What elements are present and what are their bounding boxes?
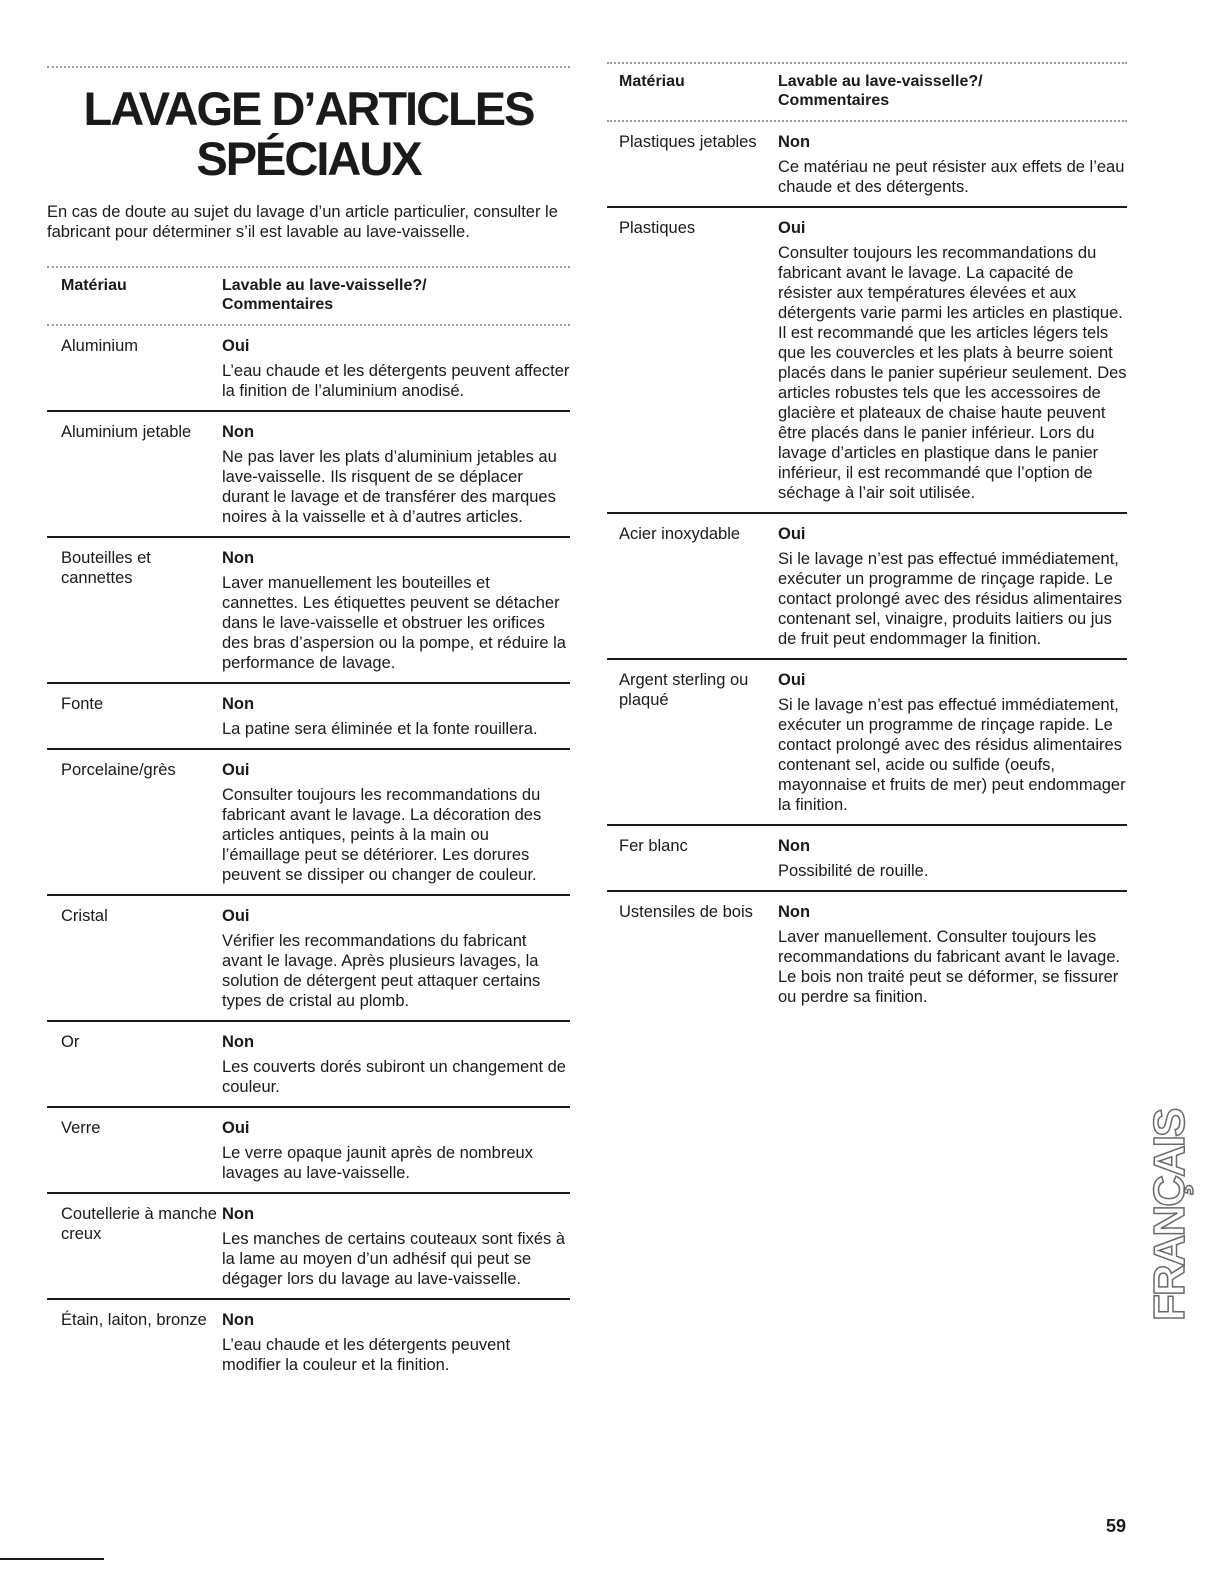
comment-cell [778, 670, 1127, 815]
comment-cell [778, 902, 1127, 1007]
table-row [47, 1194, 570, 1300]
comment-cell [222, 1032, 570, 1097]
verdict-label: Non [778, 903, 811, 921]
comment-text: Ce matériau ne peut résister aux effets de l’eau chaude et des détergents. [778, 158, 1125, 196]
comment-text: Si le lavage n’est pas effectué immédiatement, exécuter un programme de rinçage rapide. Le contact prolongé avec des résidus alimentaires contenant sel, vinaigre, produits laitiers ou jus de fruit peut endommager la finition. [778, 550, 1122, 648]
material-cell: Or [61, 1033, 80, 1051]
comment-cell [222, 548, 570, 673]
verdict-label: Non [778, 837, 811, 855]
top-rule-left [47, 66, 570, 68]
header-comments [778, 72, 1127, 110]
verdict-label: Oui [222, 337, 250, 355]
comment-text: La patine sera éliminée et la fonte rouillera. [222, 720, 538, 738]
material-cell: Aluminium jetable [61, 423, 192, 441]
material-cell: Plastiques [619, 219, 696, 237]
comment-cell [778, 218, 1127, 503]
material-cell: Étain, laiton, bronze [61, 1311, 207, 1329]
material-cell: Verre [61, 1119, 101, 1137]
verdict-label: Non [222, 695, 255, 713]
material-cell: Bouteilles et cannettes [61, 549, 151, 587]
table-row [47, 1108, 570, 1194]
verdict-label: Non [222, 1205, 255, 1223]
right-rows [607, 122, 1127, 1016]
table-row [607, 514, 1127, 660]
table-row [607, 660, 1127, 826]
comment-cell [222, 760, 570, 885]
material-cell: Fer blanc [619, 837, 688, 855]
table-row [47, 684, 570, 750]
verdict-label: Oui [222, 1119, 250, 1137]
comment-text: Le verre opaque jaunit après de nombreux lavages au lave-vaisselle. [222, 1144, 533, 1182]
page-number: 59 [1105, 1516, 1126, 1536]
material-cell: Argent sterling ou plaqué [619, 671, 749, 709]
table-header [607, 64, 1127, 120]
verdict-label: Oui [222, 907, 250, 925]
comment-text: Consulter toujours les recommandations du fabricant avant le lavage. La capacité de résister aux températures élevées et aux détergents varie parmi les articles en plastique. Il est recommandé que les articles légers tels que les couvercles et les plats à beurre soient placés dans le panier supérieur seulement. Des articles robustes tels que les accessoires de glacière et plateaux de chaise haute peuvent être placés dans le panier inférieur. Lors du lavage d’articles en plastique dans le panier inférieur, il est recommandé que l’option de séchage à l’air soit utilisée. [778, 244, 1127, 502]
verdict-label: Non [778, 133, 811, 151]
comment-text: Possibilité de rouille. [778, 862, 929, 880]
comment-cell [778, 836, 1127, 881]
header-comments-line1: Lavable au lave-vaisselle?/ [222, 277, 427, 294]
comment-text: Laver manuellement. Consulter toujours les recommandations du fabricant avant le lavage. Le bois non traité peut se déformer, se fissurer ou perdre sa finition. [778, 928, 1121, 1006]
material-cell: Porcelaine/grès [61, 761, 176, 779]
material-cell: Cristal [61, 907, 108, 925]
table-row [47, 326, 570, 412]
table-row [47, 538, 570, 684]
table-row [607, 122, 1127, 208]
comment-cell [778, 132, 1127, 197]
table-row [47, 1300, 570, 1384]
table-row [47, 1022, 570, 1108]
comment-cell [222, 336, 570, 401]
table-header [47, 268, 570, 324]
left-table [47, 266, 570, 1384]
verdict-label: Non [222, 1033, 255, 1051]
title-line-1: LAVAGE D’ARTICLES [83, 82, 534, 135]
header-comments-line2: Commentaires [778, 92, 890, 109]
verdict-label: Non [222, 549, 255, 567]
comment-text: Consulter toujours les recommandations du fabricant avant le lavage. La décoration des articles antiques, peints à la main ou l’émaillage peut se détériorer. Les dorures peuvent se dissiper ou changer de couleur. [222, 786, 542, 884]
verdict-label: Oui [778, 219, 806, 237]
left-rows [47, 326, 570, 1384]
header-material: Matériau [619, 73, 685, 90]
table-row [47, 412, 570, 538]
comment-text: Laver manuellement les bouteilles et cannettes. Les étiquettes peuvent se détacher dans le lave-vaisselle et obstruer les orifices des bras d’aspersion ou la pompe, et réduire la performance de lavage. [222, 574, 566, 672]
material-cell: Ustensiles de bois [619, 903, 753, 921]
table-row [607, 892, 1127, 1016]
comment-cell [222, 694, 570, 739]
comment-text: Vérifier les recommandations du fabricant avant le lavage. Après plusieurs lavages, la solution de détergent peut attaquer certains types de cristal au plomb. [222, 932, 541, 1010]
table-row [47, 896, 570, 1022]
table-row [607, 826, 1127, 892]
intro-paragraph: En cas de doute au sujet du lavage d’un article particulier, consulter le fabricant pour déterminer s’il est lavable au lave-vaisselle. [47, 203, 558, 241]
material-cell: Aluminium [61, 337, 139, 355]
material-cell: Coutellerie à manche creux [61, 1205, 217, 1243]
footer-rule [0, 1558, 104, 1560]
verdict-label: Oui [222, 761, 250, 779]
comment-cell [222, 1118, 570, 1183]
page-title [47, 84, 570, 184]
right-table [607, 62, 1127, 1016]
title-line-2: SPÉCIAUX [196, 132, 421, 185]
verdict-label: Oui [778, 671, 806, 689]
verdict-label: Non [222, 423, 255, 441]
comment-text: Si le lavage n’est pas effectué immédiatement, exécuter un programme de rinçage rapide. Le contact prolongé avec des résidus alimentaires contenant sel, acide ou sulfide (oeufs, mayonnaise et fruits de mer) peut endommager la finition. [778, 696, 1126, 814]
header-comments-line2: Commentaires [222, 296, 334, 313]
comment-text: Ne pas laver les plats d’aluminium jetables au lave-vaisselle. Ils risquent de se déplacer durant le lavage et de transférer des marques noires à la vaisselle et à d’autres articles. [222, 448, 557, 526]
comment-cell [222, 906, 570, 1011]
header-comments [222, 276, 570, 314]
comment-cell [222, 422, 570, 527]
verdict-label: Oui [778, 525, 806, 543]
language-side-tab: FRANÇAIS [1145, 1109, 1194, 1321]
comment-cell [222, 1310, 570, 1375]
material-cell: Fonte [61, 695, 104, 713]
comment-text: Les couverts dorés subiront un changement de couleur. [222, 1058, 566, 1096]
header-material: Matériau [61, 277, 127, 294]
comment-text: L’eau chaude et les détergents peuvent modifier la couleur et la finition. [222, 1336, 511, 1374]
table-row [607, 208, 1127, 514]
material-cell: Acier inoxydable [619, 525, 741, 543]
material-cell: Plastiques jetables [619, 133, 757, 151]
comment-text: Les manches de certains couteaux sont fixés à la lame au moyen d’un adhésif qui peut se dégager lors du lavage au lave-vaisselle. [222, 1230, 566, 1288]
table-row [47, 750, 570, 896]
header-comments-line1: Lavable au lave-vaisselle?/ [778, 73, 983, 90]
verdict-label: Non [222, 1311, 255, 1329]
comment-cell [222, 1204, 570, 1289]
comment-cell [778, 524, 1127, 649]
comment-text: L’eau chaude et les détergents peuvent affecter la finition de l’aluminium anodisé. [222, 362, 570, 400]
